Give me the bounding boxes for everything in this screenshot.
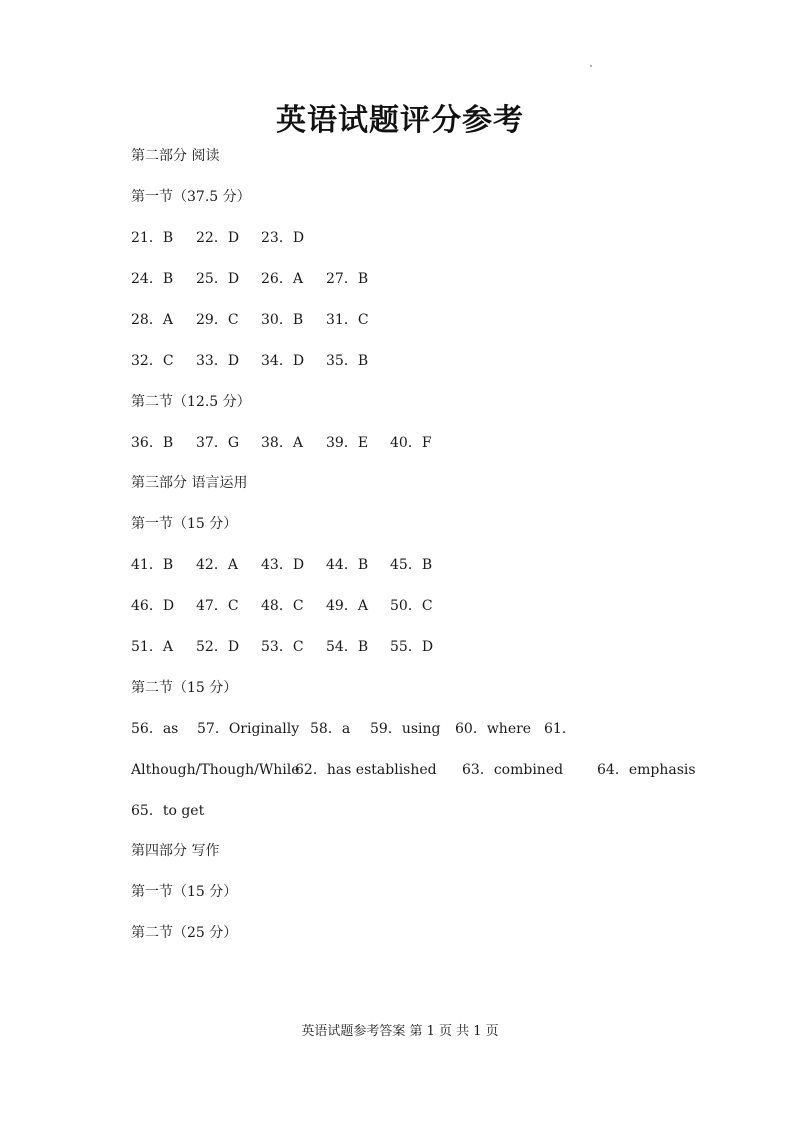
part3-section1-heading: 第一节（15 分） xyxy=(131,516,238,532)
answer-item: 44．B xyxy=(326,557,369,573)
answer-item: 35．B xyxy=(326,353,369,369)
answer-item: 65．to get xyxy=(131,803,205,819)
answer-item: Although/Though/While xyxy=(131,762,300,778)
part3-heading: 第三部分 语言运用 xyxy=(131,475,248,491)
answer-item: 51．A xyxy=(131,639,173,655)
answer-item: 55．D xyxy=(390,639,434,655)
part4-heading: 第四部分 写作 xyxy=(131,843,220,859)
answer-item: 58．a xyxy=(310,721,351,737)
answer-item: 26．A xyxy=(261,271,303,287)
answer-item: 46．D xyxy=(131,598,175,614)
answer-item: 60．where xyxy=(455,721,532,737)
answer-item: 22．D xyxy=(196,230,240,246)
part2-heading: 第二部分 阅读 xyxy=(131,148,220,164)
answer-item: 45．B xyxy=(390,557,433,573)
answer-item: 53．C xyxy=(261,639,304,655)
answer-item: 48．C xyxy=(261,598,304,614)
answer-item: 50．C xyxy=(390,598,433,614)
answer-item: 29．C xyxy=(196,312,239,328)
answer-item: 24．B xyxy=(131,271,174,287)
page-title: 英语试题评分参考 xyxy=(276,103,524,138)
part2-section1-heading: 第一节（37.5 分） xyxy=(131,189,251,205)
answer-item: 64．emphasis xyxy=(597,762,696,778)
answer-item: 39．E xyxy=(326,435,369,451)
answer-item: 32．C xyxy=(131,353,174,369)
answer-item: 63．combined xyxy=(462,762,564,778)
answer-item: 42．A xyxy=(196,557,238,573)
answer-item: 37．G xyxy=(196,435,239,451)
page-footer: 英语试题参考答案 第 1 页 共 1 页 xyxy=(301,1024,499,1039)
answer-item: 54．B xyxy=(326,639,369,655)
part3-section2-heading: 第二节（15 分） xyxy=(131,680,238,696)
answer-item: 40．F xyxy=(390,435,432,451)
part4-section1-heading: 第一节（15 分） xyxy=(131,884,238,900)
answer-item: 28．A xyxy=(131,312,173,328)
answer-item: 52．D xyxy=(196,639,240,655)
answer-item: 38．A xyxy=(261,435,303,451)
answer-item: 57．Originally xyxy=(197,721,300,737)
answer-item: 59．using xyxy=(370,721,441,737)
answer-item: 34．D xyxy=(261,353,305,369)
answer-item: 36．B xyxy=(131,435,174,451)
answer-item: 49．A xyxy=(326,598,368,614)
answer-item: 30．B xyxy=(261,312,304,328)
answer-item: 25．D xyxy=(196,271,240,287)
part2-section2-heading: 第二节（12.5 分） xyxy=(131,394,251,410)
part4-section2-heading: 第二节（25 分） xyxy=(131,925,238,941)
answer-item: 62．has established xyxy=(295,762,437,778)
answer-item: 61． xyxy=(544,721,576,737)
answer-item: 41．B xyxy=(131,557,174,573)
answer-item: 31．C xyxy=(326,312,369,328)
answer-item: 21．B xyxy=(131,230,174,246)
answer-item: 23．D xyxy=(261,230,305,246)
scan-speck xyxy=(590,65,592,67)
answer-item: 27．B xyxy=(326,271,369,287)
answer-item: 56．as xyxy=(131,721,179,737)
answer-item: 33．D xyxy=(196,353,240,369)
answer-item: 47．C xyxy=(196,598,239,614)
answer-item: 43．D xyxy=(261,557,305,573)
